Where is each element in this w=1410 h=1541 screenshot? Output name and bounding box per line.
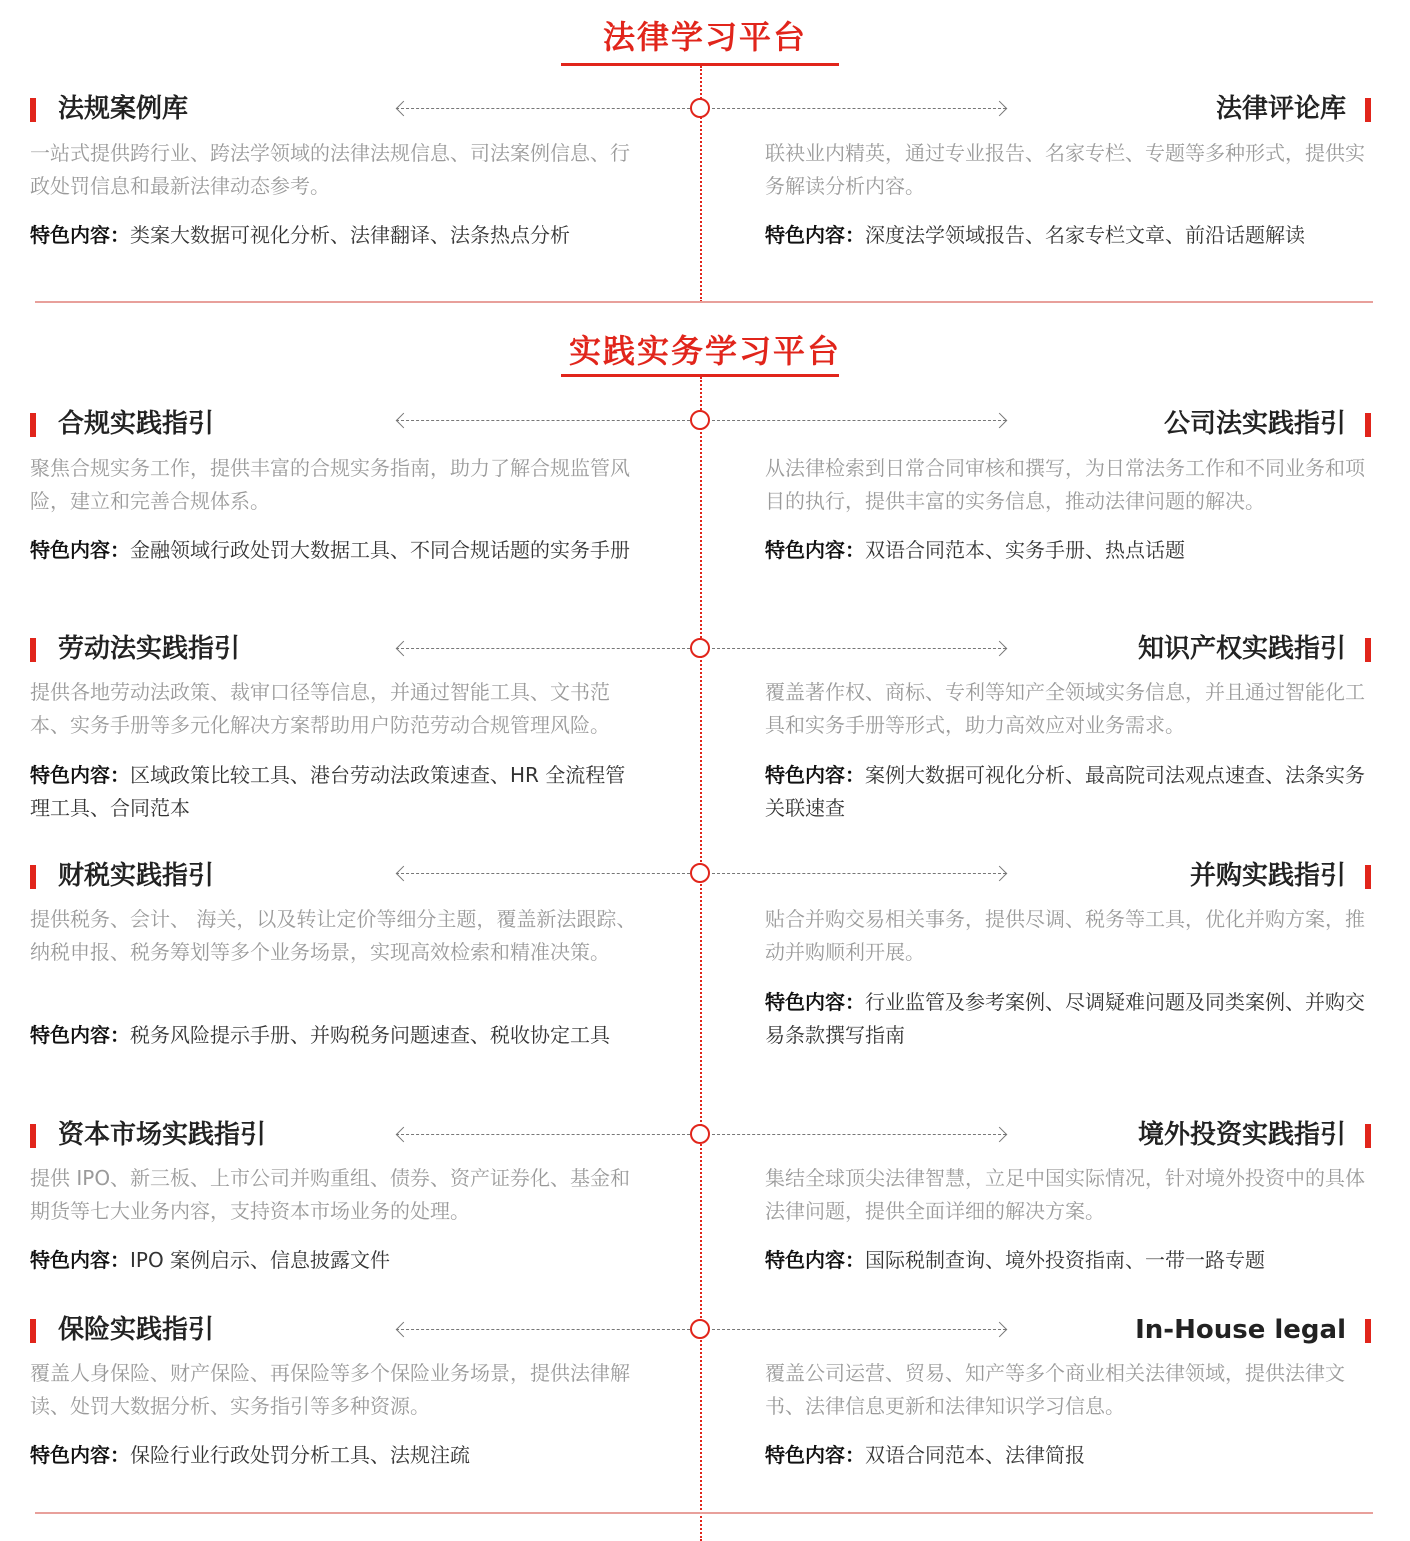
timeline-line <box>700 377 702 1541</box>
block-feature <box>765 1439 1375 1472</box>
block-title: 法律评论库 <box>1215 94 1346 124</box>
block-feature <box>765 1244 1375 1277</box>
block-description: 提供 IPO、新三板、上市公司并购重组、债券、资产证券化、基金和期货等七大业务内容，支持资本市场业务的处理。 <box>30 1166 631 1223</box>
block-title: 合规实践指引 <box>58 409 215 439</box>
block-description: 聚焦合规实务工作，提供丰富的合规实务指南，助力了解合规监管风险，建立和完善合规体系。 <box>30 456 630 513</box>
block-title: 公司法实践指引 <box>1163 409 1346 439</box>
block-title: 劳动法实践指引 <box>58 634 241 664</box>
block-title: 知识产权实践指引 <box>1137 634 1346 664</box>
block-feature <box>30 1439 640 1472</box>
feature-label: 特色内容： <box>30 223 130 247</box>
feature-label: 特色内容： <box>30 763 130 787</box>
block-description: 覆盖人身保险、财产保险、再保险等多个保险业务场景，提供法律解读、处罚大数据分析、实务指引等多种资源。 <box>30 1361 630 1418</box>
block-feature <box>30 1244 640 1277</box>
block-feature <box>765 219 1375 252</box>
block-description: 提供各地劳动法政策、裁审口径等信息，并通过智能工具、文书范本、实务手册等多元化解决方案帮助用户防范劳动合规管理风险。 <box>30 680 610 737</box>
block-title: 财税实践指引 <box>58 861 215 891</box>
feature-label: 特色内容： <box>765 1443 865 1467</box>
feature-label: 特色内容： <box>765 990 865 1014</box>
section-divider <box>35 301 1373 303</box>
feature-text: 保险行业行政处罚分析工具、法规注疏 <box>130 1443 470 1467</box>
title-marker <box>30 98 36 122</box>
title-marker <box>30 413 36 437</box>
section-title-practice-learning: 实践实务学习平台 <box>568 332 841 370</box>
section-title-legal-learning: 法律学习平台 <box>602 18 807 56</box>
feature-text: 双语合同范本、法律简报 <box>865 1443 1085 1467</box>
block-feature <box>765 759 1375 825</box>
title-marker <box>1365 1319 1371 1343</box>
feature-text: 深度法学领域报告、名家专栏文章、前沿话题解读 <box>865 223 1305 247</box>
feature-label: 特色内容： <box>765 223 865 247</box>
block-title: 法规案例库 <box>58 94 189 124</box>
block-title: In-House legal <box>1135 1315 1346 1345</box>
feature-text: 类案大数据可视化分析、法律翻译、法条热点分析 <box>130 223 570 247</box>
block-feature <box>30 1019 640 1052</box>
feature-label: 特色内容： <box>765 763 865 787</box>
title-marker <box>1365 413 1371 437</box>
block-title: 并购实践指引 <box>1189 861 1346 891</box>
feature-text: 案例大数据可视化分析、最高院司法观点速查、法条实务关联速查 <box>765 763 1365 820</box>
block-description: 覆盖公司运营、贸易、知产等多个商业相关法律领域，提供法律文书、法律信息更新和法律知识学习信息。 <box>765 1361 1345 1418</box>
block-description: 一站式提供跨行业、跨法学领域的法律法规信息、司法案例信息、行政处罚信息和最新法律动态参考。 <box>30 141 630 198</box>
title-marker <box>1365 638 1371 662</box>
title-marker <box>30 1319 36 1343</box>
title-marker <box>1365 865 1371 889</box>
title-marker <box>30 865 36 889</box>
feature-label: 特色内容： <box>765 1248 865 1272</box>
feature-text: 区域政策比较工具、港台劳动法政策速查、HR 全流程管理工具、合同范本 <box>30 763 626 820</box>
block-title: 资本市场实践指引 <box>58 1120 267 1150</box>
title-marker <box>1365 1124 1371 1148</box>
feature-label: 特色内容： <box>30 1248 130 1272</box>
feature-label: 特色内容： <box>30 538 130 562</box>
block-description: 集结全球顶尖法律智慧，立足中国实际情况，针对境外投资中的具体法律问题，提供全面详细的解决方案。 <box>765 1166 1365 1223</box>
feature-text: 税务风险提示手册、并购税务问题速查、税收协定工具 <box>130 1023 610 1047</box>
block-description: 覆盖著作权、商标、专利等知产全领域实务信息，并且通过智能化工具和实务手册等形式，助力高效应对业务需求。 <box>765 680 1365 737</box>
block-description: 从法律检索到日常合同审核和撰写，为日常法务工作和不同业务和项目的执行，提供丰富的实务信息，推动法律问题的解决。 <box>765 456 1365 513</box>
title-marker <box>1365 98 1371 122</box>
block-feature <box>30 759 640 825</box>
feature-text: 双语合同范本、实务手册、热点话题 <box>865 538 1185 562</box>
section-divider <box>35 1512 1373 1514</box>
feature-label: 特色内容： <box>765 538 865 562</box>
block-description: 联袂业内精英，通过专业报告、名家专栏、专题等多种形式，提供实务解读分析内容。 <box>765 141 1365 198</box>
feature-text: 国际税制查询、境外投资指南、一带一路专题 <box>865 1248 1265 1272</box>
block-description: 提供税务、会计、 海关，以及转让定价等细分主题，覆盖新法跟踪、纳税申报、税务筹划等多个业务场景，实现高效检索和精准决策。 <box>30 907 637 964</box>
block-feature <box>765 534 1375 567</box>
feature-text: 金融领域行政处罚大数据工具、不同合规话题的实务手册 <box>130 538 630 562</box>
block-feature <box>30 534 640 567</box>
block-title: 境外投资实践指引 <box>1137 1120 1346 1150</box>
block-description: 贴合并购交易相关事务，提供尽调、税务等工具，优化并购方案，推动并购顺利开展。 <box>765 907 1365 964</box>
block-feature <box>765 986 1375 1052</box>
feature-text: IPO 案例启示、信息披露文件 <box>130 1248 391 1272</box>
feature-label: 特色内容： <box>30 1443 130 1467</box>
feature-text: 行业监管及参考案例、尽调疑难问题及同类案例、并购交易条款撰写指南 <box>765 990 1365 1047</box>
block-title: 保险实践指引 <box>58 1315 215 1345</box>
title-marker <box>30 1124 36 1148</box>
block-feature <box>30 219 640 252</box>
title-marker <box>30 638 36 662</box>
feature-label: 特色内容： <box>30 1023 130 1047</box>
